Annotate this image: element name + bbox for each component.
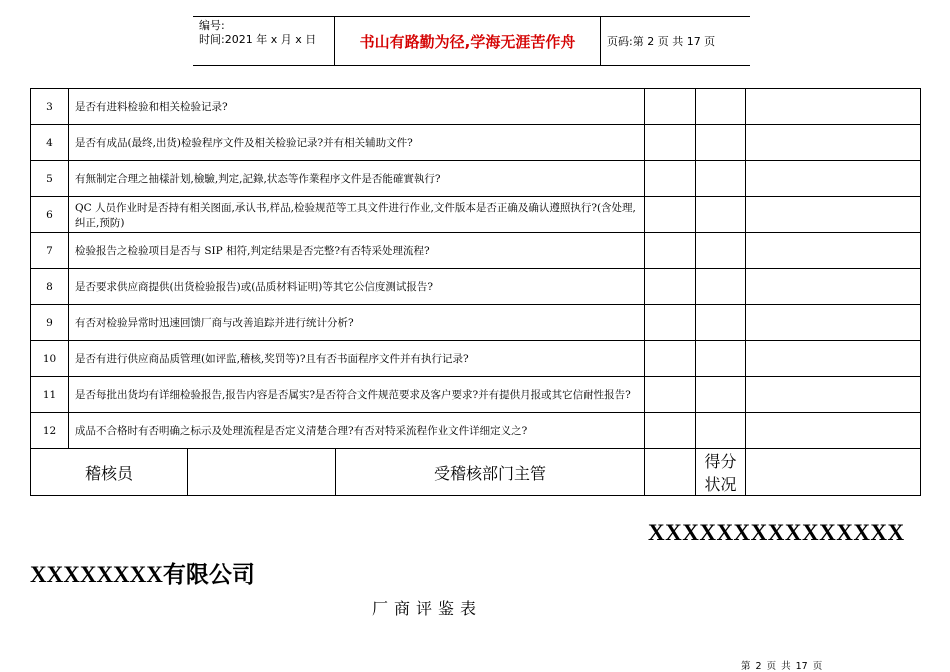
dept-head-label: 受稽核部门主管 bbox=[336, 449, 645, 496]
check-cell-b[interactable] bbox=[696, 341, 746, 377]
remark-cell[interactable] bbox=[746, 125, 921, 161]
score-status-label: 得分状况 bbox=[696, 449, 746, 496]
form-title: 厂商评鉴表 bbox=[372, 599, 483, 618]
page-header bbox=[193, 16, 750, 66]
page-footer: 第 2 页 共 17 页 bbox=[741, 661, 823, 672]
check-cell-a[interactable] bbox=[645, 197, 696, 233]
score-status-cell[interactable] bbox=[746, 449, 921, 496]
check-cell-a[interactable] bbox=[645, 413, 696, 449]
signature-row bbox=[31, 449, 921, 496]
check-cell-a[interactable] bbox=[645, 233, 696, 269]
row-number: 7 bbox=[31, 233, 69, 269]
check-cell-a[interactable] bbox=[645, 161, 696, 197]
row-question: 是否有进料检验和相关检验记录? bbox=[69, 89, 645, 125]
table-row bbox=[31, 377, 921, 413]
row-question: 是否有进行供应商品质管理(如评监,稽核,奖罚等)?且有否书面程序文件并有执行记录? bbox=[69, 341, 645, 377]
remark-cell[interactable] bbox=[746, 269, 921, 305]
row-question: 检验报告之检验项目是否与 SIP 相符,判定结果是否完整?有否特采处理流程? bbox=[69, 233, 645, 269]
table-row bbox=[31, 125, 921, 161]
company-code: XXXXXXXXXXXXXXX bbox=[648, 520, 905, 545]
row-question: 是否有成品(最终,出货)检验程序文件及相关检验记录?并有相关辅助文件? bbox=[69, 125, 645, 161]
table-row bbox=[31, 413, 921, 449]
check-cell-a[interactable] bbox=[645, 269, 696, 305]
table-row bbox=[31, 233, 921, 269]
row-number: 4 bbox=[31, 125, 69, 161]
table-row bbox=[31, 305, 921, 341]
check-cell-a[interactable] bbox=[645, 125, 696, 161]
check-cell-b[interactable] bbox=[696, 413, 746, 449]
company-name bbox=[30, 556, 255, 589]
row-number: 10 bbox=[31, 341, 69, 377]
row-number: 3 bbox=[31, 89, 69, 125]
check-cell-a[interactable] bbox=[645, 89, 696, 125]
check-cell-a[interactable] bbox=[645, 341, 696, 377]
row-number: 5 bbox=[31, 161, 69, 197]
time-label: 时间:2021 年 x 月 x 日 bbox=[199, 33, 317, 46]
company-name-suffix: 有限公司 bbox=[162, 562, 255, 588]
dept-head-signature-cell[interactable] bbox=[645, 449, 696, 496]
remark-cell[interactable] bbox=[746, 341, 921, 377]
row-number: 11 bbox=[31, 377, 69, 413]
row-question: 成品不合格时有否明确之标示及处理流程是否定义清楚合理?有否对特采流程作业文件详细定义之? bbox=[69, 413, 645, 449]
check-cell-b[interactable] bbox=[696, 197, 746, 233]
remark-cell[interactable] bbox=[746, 377, 921, 413]
table-row bbox=[31, 161, 921, 197]
remark-cell[interactable] bbox=[746, 197, 921, 233]
company-name-x: XXXXXXXX bbox=[30, 562, 163, 587]
row-number: 8 bbox=[31, 269, 69, 305]
serial-label: 编号: bbox=[199, 19, 225, 32]
row-question: 是否要求供应商提供(出货检验报告)或(品质材料证明)等其它公信度测试报告? bbox=[69, 269, 645, 305]
auditor-label: 稽核员 bbox=[31, 449, 188, 496]
row-number: 12 bbox=[31, 413, 69, 449]
row-question: QC 人员作业时是否持有相关图面,承认书,样品,检验规范等工具文件进行作业,文件版本是否正确及确认遵照执行?(含处理,纠正,预防) bbox=[69, 197, 645, 233]
table-row bbox=[31, 341, 921, 377]
check-cell-b[interactable] bbox=[696, 233, 746, 269]
check-cell-b[interactable] bbox=[696, 161, 746, 197]
row-question: 有否对检验异常时迅速回馈厂商与改善追踪并进行统计分析? bbox=[69, 305, 645, 341]
remark-cell[interactable] bbox=[746, 233, 921, 269]
audit-table bbox=[30, 88, 921, 496]
row-question: 是否每批出货均有详细检验报告,报告内容是否属实?是否符合文件规范要求及客户要求?并有提供月报或其它信耐性报告? bbox=[69, 377, 645, 413]
remark-cell[interactable] bbox=[746, 161, 921, 197]
table-row bbox=[31, 89, 921, 125]
check-cell-b[interactable] bbox=[696, 305, 746, 341]
check-cell-a[interactable] bbox=[645, 377, 696, 413]
row-number: 9 bbox=[31, 305, 69, 341]
header-motto: 书山有路勤为径,学海无涯苦作舟 bbox=[335, 17, 601, 65]
check-cell-a[interactable] bbox=[645, 305, 696, 341]
check-cell-b[interactable] bbox=[696, 269, 746, 305]
check-cell-b[interactable] bbox=[696, 125, 746, 161]
check-cell-b[interactable] bbox=[696, 377, 746, 413]
remark-cell[interactable] bbox=[746, 89, 921, 125]
header-meta bbox=[193, 17, 335, 65]
table-row bbox=[31, 269, 921, 305]
table-row bbox=[31, 197, 921, 233]
remark-cell[interactable] bbox=[746, 413, 921, 449]
row-question: 有無制定合理之抽樣計划,檢驗,判定,記錄,状态等作業程序文件是否能確實執行? bbox=[69, 161, 645, 197]
auditor-signature-cell[interactable] bbox=[188, 449, 336, 496]
remark-cell[interactable] bbox=[746, 305, 921, 341]
check-cell-b[interactable] bbox=[696, 89, 746, 125]
header-page-info: 页码:第 2 页 共 17 页 bbox=[607, 35, 716, 48]
row-number: 6 bbox=[31, 197, 69, 233]
